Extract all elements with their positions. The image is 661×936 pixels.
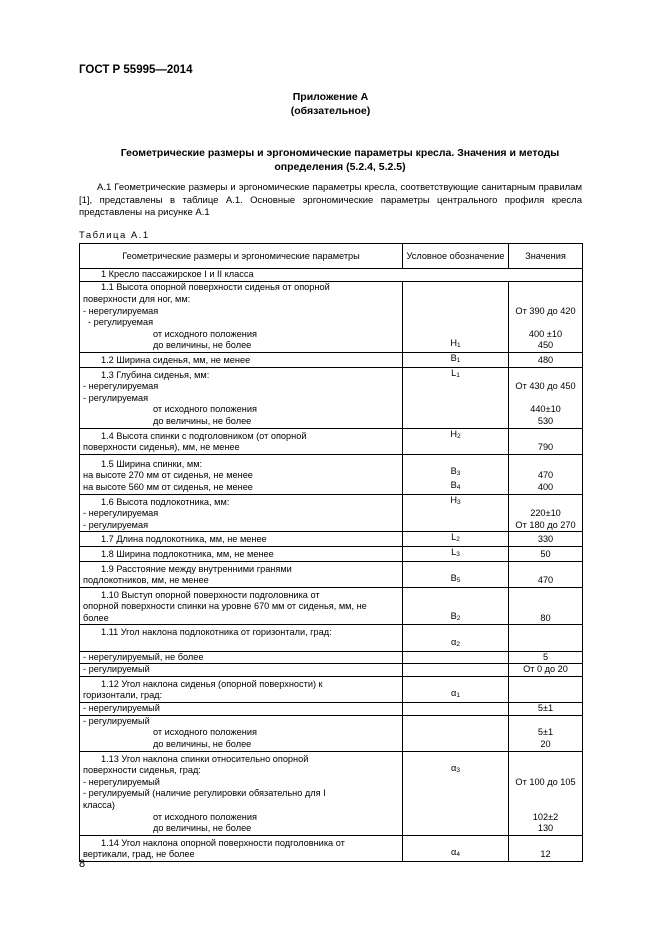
param-cell: [80, 269, 583, 282]
cell-line: 20: [540, 739, 551, 750]
cell-line: 220±10: [530, 508, 561, 519]
cell-line: горизонтали, град:: [83, 690, 163, 701]
cell-line: L: [451, 546, 457, 557]
value-cell: [509, 676, 583, 702]
param-cell: [80, 664, 403, 677]
cell-line: [512, 679, 579, 691]
parameters-table: [79, 243, 583, 862]
param-cell: [80, 494, 403, 532]
param-cell: [80, 676, 403, 702]
symbol-cell: [403, 715, 509, 751]
symbol-line: [406, 338, 505, 352]
cell-line: 1.14 Угол наклона опорной поверхности подголовника от: [101, 837, 345, 848]
symbol-line: [406, 847, 505, 861]
cell-line: до величины, не более: [153, 340, 252, 351]
param-cell: [80, 651, 403, 664]
cell-line: От 0 до 20: [523, 664, 568, 675]
cell-line: 1.5 Ширина спинки, мм:: [101, 458, 203, 469]
symbol-subscript: 4: [456, 483, 461, 491]
param-cell: [80, 703, 403, 716]
symbol-line: [406, 611, 505, 625]
cell-line: От 100 до 105: [515, 776, 576, 787]
symbol-cell: [403, 353, 509, 368]
symbol-line: [406, 688, 505, 702]
cell-line: 1.2 Ширина сиденья, мм, не менее: [101, 355, 251, 365]
symbol-line: [406, 637, 505, 651]
value-cell: [509, 561, 583, 587]
param-cell: [80, 751, 403, 835]
cell-line: [406, 625, 505, 637]
cell-line: 480: [537, 355, 554, 365]
cell-line: В: [450, 573, 457, 584]
cell-line: [83, 639, 399, 651]
cell-line: 440±10: [530, 404, 561, 415]
table-row: [80, 676, 583, 702]
param-cell: [80, 367, 403, 428]
symbol-subscript: 2: [456, 536, 460, 544]
cell-line: [512, 590, 579, 602]
symbol-line: [406, 368, 505, 382]
cell-line: - регулируемый (наличие регулировки обязательно для I: [83, 788, 326, 799]
param-cell: [80, 625, 403, 651]
header-value: Значения: [509, 244, 583, 269]
symbol-subscript: 3: [456, 767, 460, 775]
param-cell: [80, 835, 403, 861]
section-title: Геометрические размеры и эргономические параметры кресла. Значения и методы определения (5.2.4, 5.2.5): [120, 147, 560, 173]
cell-line: 5±1: [537, 727, 554, 738]
cell-line: 1.7 Длина подлокотника, мм, не менее: [101, 534, 267, 545]
cell-line: [512, 317, 579, 329]
cell-line: [512, 370, 579, 382]
cell-line: - регулируемый: [83, 715, 150, 726]
cell-line: В: [450, 353, 457, 363]
cell-line: 400: [537, 481, 554, 492]
symbol-line: [406, 532, 505, 546]
cell-line: 790: [537, 442, 554, 453]
cell-line: α: [451, 763, 457, 774]
cell-line: α: [451, 847, 457, 858]
cell-line: [512, 765, 579, 777]
symbol-cell: [403, 664, 509, 677]
annex-title: Приложение А: [292, 91, 369, 103]
cell-line: [406, 599, 505, 611]
page-number: 8: [79, 858, 86, 870]
value-cell: [509, 835, 583, 861]
symbol-line: [406, 429, 505, 443]
param-cell: [80, 428, 403, 454]
table-row: [80, 546, 583, 561]
value-cell: [509, 625, 583, 651]
cell-line: 1 Кресло пассажирское I и II класса: [101, 269, 254, 280]
symbol-subscript: 3: [457, 498, 461, 506]
symbol-line: [406, 353, 505, 367]
cell-line: - регулируемая: [83, 392, 149, 403]
cell-line: - нерегулируемый: [83, 776, 160, 787]
param-cell: [80, 282, 403, 353]
symbol-line: [406, 495, 505, 509]
value-cell: [509, 367, 583, 428]
symbol-cell: [403, 428, 509, 454]
symbol-cell: [403, 494, 509, 532]
table-row: [80, 835, 583, 861]
cell-line: 50: [540, 548, 551, 559]
symbol-cell: [403, 367, 509, 428]
cell-line: [512, 393, 579, 405]
document-header: ГОСТ Р 55995—2014: [79, 64, 193, 76]
cell-line: - нерегулируемый: [83, 703, 160, 714]
cell-line: [406, 455, 505, 467]
cell-line: от исходного положения: [153, 404, 257, 415]
symbol-line: [406, 466, 505, 480]
cell-line: [512, 601, 579, 613]
cell-line: [406, 652, 505, 664]
cell-line: [406, 777, 505, 789]
cell-line: - нерегулируемая: [83, 508, 159, 519]
cell-line: до величины, не более: [153, 823, 252, 834]
cell-line: 470: [537, 575, 554, 586]
table-row: [80, 353, 583, 368]
cell-line: [406, 327, 505, 339]
cell-line: 80: [540, 612, 551, 623]
cell-line: [406, 677, 505, 689]
table-row: [80, 715, 583, 751]
table-row: [80, 532, 583, 547]
param-cell: [80, 353, 403, 368]
cell-line: - регулируемая: [88, 317, 154, 328]
symbol-cell: [403, 454, 509, 494]
cell-line: [512, 838, 579, 850]
cell-line: 1.9 Расстояние между внутренними гранями: [101, 563, 292, 574]
cell-line: [406, 588, 505, 600]
symbol-cell: [403, 587, 509, 625]
cell-line: 1.1 Высота опорной поверхности сиденья от опорной: [101, 282, 330, 293]
cell-line: [406, 823, 505, 835]
value-cell: [509, 282, 583, 353]
table-row: [80, 751, 583, 835]
symbol-cell: [403, 282, 509, 353]
table-header-row: [80, 244, 583, 269]
cell-line: [406, 836, 505, 848]
symbol-subscript: 1: [456, 692, 460, 700]
cell-line: поверхности сиденья, град:: [83, 765, 201, 776]
cell-line: [406, 727, 505, 739]
value-cell: [509, 664, 583, 677]
cell-line: до величины, не более: [153, 739, 252, 750]
cell-line: - регулируемый: [83, 664, 150, 675]
table-caption: Таблица А.1: [79, 230, 150, 241]
cell-line: до величины, не более: [153, 415, 252, 426]
cell-line: [512, 497, 579, 509]
cell-line: [406, 416, 505, 428]
cell-line: От 390 до 420: [515, 305, 576, 316]
cell-line: - нерегулируемая: [83, 381, 159, 392]
param-cell: [80, 715, 403, 751]
table-row: [80, 561, 583, 587]
symbol-line: [406, 547, 505, 561]
cell-line: подлокотников, мм, не менее: [83, 575, 209, 586]
cell-line: более: [83, 612, 109, 623]
value-cell: [509, 715, 583, 751]
cell-line: [512, 690, 579, 702]
cell-line: [406, 716, 505, 728]
cell-line: 5: [542, 651, 549, 662]
cell-line: α: [451, 637, 457, 648]
symbol-cell: [403, 625, 509, 651]
header-param: Геометрические размеры и эргономические параметры: [80, 244, 403, 269]
cell-line: 530: [537, 415, 554, 426]
cell-line: на высоте 560 мм от сиденья, не менее: [83, 481, 253, 492]
cell-line: [406, 664, 505, 676]
symbol-subscript: 2: [456, 614, 461, 622]
cell-line: 400 ±10: [528, 328, 563, 339]
table-row: [80, 269, 583, 282]
param-cell: [80, 587, 403, 625]
cell-line: [406, 788, 505, 800]
annex-status: (обязательное): [290, 105, 371, 117]
cell-line: От 180 до 270: [515, 519, 576, 530]
param-cell: [80, 532, 403, 547]
value-cell: [509, 587, 583, 625]
table-row: [80, 703, 583, 716]
cell-line: [406, 752, 505, 764]
table-row: [80, 587, 583, 625]
cell-line: [406, 562, 505, 574]
cell-line: 1.13 Угол наклона спинки относительно опорной: [101, 753, 309, 764]
cell-line: 1.11 Угол наклона подлокотника от горизонтали, град:: [101, 627, 332, 638]
symbol-subscript: 1: [457, 342, 461, 350]
cell-line: L: [451, 532, 457, 543]
cell-line: 102±2: [532, 811, 559, 822]
cell-line: α: [451, 688, 457, 699]
cell-line: 470: [537, 470, 554, 481]
symbol-cell: [403, 751, 509, 835]
cell-line: 1.10 Выступ опорной поверхности подголовника от: [101, 589, 320, 600]
cell-line: [406, 508, 505, 520]
symbol-cell: [403, 546, 509, 561]
cell-line: вертикали, град, не более: [83, 849, 195, 860]
cell-line: От 430 до 450: [515, 381, 576, 392]
cell-line: - регулируемая: [83, 519, 149, 530]
annex-heading: [0, 90, 661, 118]
symbol-cell: [403, 651, 509, 664]
symbol-cell: [403, 676, 509, 702]
cell-line: 12: [540, 849, 551, 860]
symbol-cell: [403, 532, 509, 547]
value-cell: [509, 651, 583, 664]
cell-line: 1.4 Высота спинки с подголовником (от опорной: [101, 430, 307, 441]
cell-line: Н: [450, 338, 457, 349]
cell-line: В: [450, 610, 457, 621]
cell-line: [406, 381, 505, 393]
cell-line: - нерегулируемая: [83, 305, 159, 316]
symbol-cell: [403, 561, 509, 587]
table-row: [80, 367, 583, 428]
value-cell: [509, 454, 583, 494]
cell-line: 330: [537, 534, 554, 545]
cell-line: [512, 639, 579, 651]
cell-line: В: [450, 479, 457, 490]
value-cell: [509, 428, 583, 454]
table-row: [80, 282, 583, 353]
cell-line: В: [450, 466, 457, 477]
symbol-cell: [403, 835, 509, 861]
cell-line: 1.3 Глубина сиденья, мм:: [101, 369, 210, 380]
value-cell: [509, 703, 583, 716]
cell-line: [512, 754, 579, 766]
cell-line: от исходного положения: [153, 811, 257, 822]
cell-line: 1.12 Угол наклона сиденья (опорной поверхности) к: [101, 678, 323, 689]
cell-line: Н: [450, 428, 457, 439]
value-cell: [509, 353, 583, 368]
symbol-subscript: 3: [456, 470, 461, 478]
value-cell: [509, 546, 583, 561]
cell-line: [406, 404, 505, 416]
cell-line: [406, 800, 505, 812]
symbol-line: [406, 573, 505, 587]
cell-line: [406, 703, 505, 715]
cell-line: [406, 812, 505, 824]
symbol-subscript: 3: [456, 550, 460, 558]
cell-line: [512, 282, 579, 294]
param-cell: [80, 561, 403, 587]
cell-line: L: [451, 367, 457, 378]
cell-line: на высоте 270 мм от сиденья, не менее: [83, 470, 253, 481]
cell-line: 1.6 Высота подлокотника, мм:: [101, 496, 230, 507]
symbol-subscript: 1: [456, 371, 460, 379]
table-row: [80, 494, 583, 532]
cell-line: 5±1: [537, 703, 554, 714]
intro-paragraph-text: А.1 Геометрические размеры и эргономические параметры кресла, соответствующие санитарным правилам [1], представлены в таблице А.1. Основные эргономические параметры центрального профиля кресла представлены на рисунке А.1: [79, 182, 582, 218]
symbol-subscript: 5: [456, 577, 461, 585]
cell-line: поверхности сиденья), мм, не менее: [83, 442, 240, 453]
cell-line: [406, 739, 505, 751]
table-row: [80, 454, 583, 494]
cell-line: класса): [83, 800, 115, 810]
cell-line: [406, 393, 505, 405]
value-cell: [509, 532, 583, 547]
cell-line: от исходного положения: [153, 328, 257, 339]
cell-line: [512, 459, 579, 471]
cell-line: [512, 800, 579, 812]
cell-line: [512, 716, 579, 728]
symbol-subscript: 2: [457, 432, 461, 440]
table-row: [80, 664, 583, 677]
cell-line: [512, 294, 579, 306]
cell-line: [512, 627, 579, 639]
header-symbol: Условное обозначение: [403, 244, 509, 269]
table-row: [80, 625, 583, 651]
cell-line: 130: [537, 823, 554, 834]
symbol-cell: [403, 703, 509, 716]
table-body: [80, 269, 583, 862]
table-row: [80, 651, 583, 664]
symbol-subscript: 4: [456, 851, 460, 859]
intro-paragraph: [79, 182, 582, 220]
cell-line: Н: [450, 494, 457, 505]
cell-line: - нерегулируемый, не более: [83, 651, 204, 662]
symbol-subscript: 2: [456, 641, 460, 649]
cell-line: поверхности для ног, мм:: [83, 294, 191, 305]
cell-line: от исходного положения: [153, 727, 257, 738]
cell-line: опорной поверхности спинки на уровне 670 мм от сиденья, мм, не: [83, 601, 367, 612]
value-cell: [509, 751, 583, 835]
cell-line: 1.8 Ширина подлокотника, мм, не менее: [101, 548, 274, 559]
cell-line: [406, 520, 505, 532]
cell-line: [406, 442, 505, 454]
cell-line: [512, 431, 579, 443]
cell-line: [512, 564, 579, 576]
table-row: [80, 428, 583, 454]
symbol-subscript: 1: [456, 357, 461, 364]
value-cell: [509, 494, 583, 532]
cell-line: 450: [537, 340, 554, 351]
param-cell: [80, 454, 403, 494]
cell-line: [512, 788, 579, 800]
symbol-line: [406, 763, 505, 777]
symbol-line: [406, 480, 505, 494]
param-cell: [80, 546, 403, 561]
